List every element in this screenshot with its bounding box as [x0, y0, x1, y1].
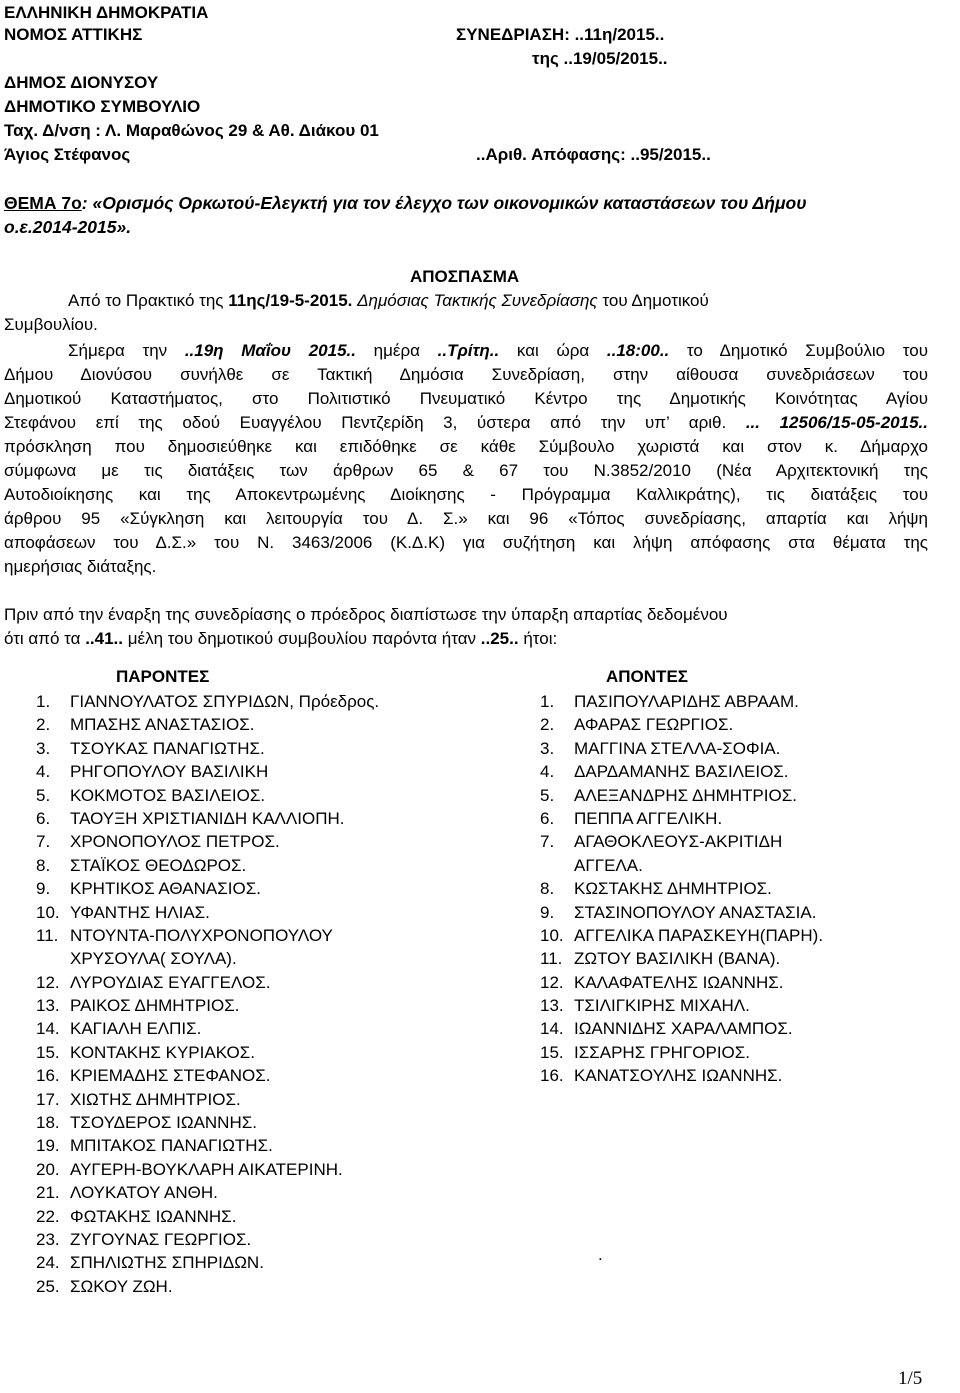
present-title: ΠΑΡΟΝΤΕΣ	[116, 667, 210, 686]
list-item	[36, 1088, 379, 1111]
list-item-number: 7.	[36, 832, 51, 852]
list-item-number: 13.	[36, 996, 60, 1016]
header-republic: ΕΛΛΗΝΙΚΗ ΔΗΜΟΚΡΑΤΙΑ	[4, 3, 209, 22]
quorum-l2-e: ήτοι:	[523, 629, 558, 648]
list-item-name: ΜΑΓΓΙΝΑ ΣΤΕΛΛΑ-ΣΟΦΙΑ.	[574, 738, 781, 758]
list-item-name: ΑΓΓΕΛΑ.	[574, 855, 643, 875]
list-item	[36, 1134, 379, 1157]
excerpt-from-line2: Συμβουλίου.	[4, 315, 98, 334]
list-item-name: ΠΕΠΠΑ ΑΓΓΕΛΙΚΗ.	[574, 808, 723, 828]
list-item	[540, 877, 823, 900]
list-item-name: ΤΣΙΛΙΓΚΙΡΗΣ ΜΙΧΑΗΛ.	[574, 996, 750, 1016]
list-item	[540, 971, 823, 994]
list-item	[36, 690, 379, 713]
header-council: ΔΗΜΟΤΙΚΟ ΣΥΜΒΟΥΛΙΟ	[4, 97, 201, 116]
quorum-present-count: ..25..	[480, 629, 519, 648]
quorum-line2	[4, 628, 557, 650]
list-item	[540, 830, 823, 853]
list-item	[36, 1205, 379, 1228]
body-line6	[4, 460, 928, 482]
list-item	[540, 1041, 823, 1064]
list-item	[36, 924, 379, 947]
list-item-number: 8.	[36, 855, 51, 875]
list-item	[540, 1064, 823, 1087]
list-item	[540, 713, 823, 736]
list-item-name: ΣΩΚΟΥ ΖΩΗ.	[70, 1276, 173, 1296]
list-item-number: 11.	[36, 925, 59, 945]
list-item-name: ΚΑΓΙΑΛΗ ΕΛΠΙΣ.	[70, 1019, 202, 1039]
list-item	[36, 1064, 379, 1087]
list-item-number: 24.	[36, 1253, 60, 1273]
list-item-number: 2.	[36, 715, 51, 735]
list-item	[36, 807, 379, 830]
body-line4	[4, 412, 928, 434]
list-item	[540, 901, 823, 924]
present-list	[36, 690, 379, 1298]
header-municipality: ΔΗΜΟΣ ΔΙΟΝΥΣΟΥ	[4, 73, 159, 92]
list-item-name: ΤΣΟΥΔΕΡΟΣ ΙΩΑΝΝΗΣ.	[70, 1113, 257, 1133]
body-line10: ημερήσιας διάταξης.	[4, 557, 157, 576]
excerpt-from-italic: Δημόσιας Τακτικής Συνεδρίασης	[357, 291, 598, 310]
list-item	[36, 971, 379, 994]
body-time: ..18:00..	[606, 341, 670, 360]
excerpt-from-bold: 11ης/19-5-2015.	[228, 291, 353, 310]
header-address: Ταχ. Δ/νση : Λ. Μαραθώνος 29 & Αθ. Διάκου 01	[4, 121, 379, 140]
list-item	[36, 713, 379, 736]
list-item-number: 17.	[36, 1089, 60, 1109]
list-item	[540, 760, 823, 783]
list-item	[36, 1275, 379, 1298]
list-item-name: ΜΠΙΤΑΚΟΣ ΠΑΝΑΓΙΩΤΗΣ.	[70, 1136, 273, 1156]
list-item	[540, 807, 823, 830]
list-item-name: ΣΤΑΪΚΟΣ ΘΕΟΔΩΡΟΣ.	[70, 855, 247, 875]
list-item-name: ΑΦΑΡΑΣ ΓΕΩΡΓΙΟΣ.	[574, 715, 734, 735]
list-item-name: ΥΦΑΝΤΗΣ ΗΛΙΑΣ.	[70, 902, 210, 922]
list-item	[36, 1228, 379, 1251]
header-session-date: της ..19/05/2015..	[532, 49, 668, 68]
excerpt-from	[68, 290, 709, 312]
list-item-number: 3.	[540, 738, 555, 758]
list-item	[36, 784, 379, 807]
body-line7: Αυτοδιοίκησης και της Αποκεντρωμένης Διοίκησης - Πρόγραμμα Καλλικράτης), τις διατάξεις του	[4, 485, 928, 504]
list-item-name: ΙΣΣΑΡΗΣ ΓΡΗΓΟΡΙΟΣ.	[574, 1042, 751, 1062]
list-item	[36, 760, 379, 783]
list-item-number: 7.	[540, 832, 555, 852]
list-item-number: 11.	[540, 949, 563, 969]
list-item-number: 14.	[36, 1019, 60, 1039]
list-item-number: 15.	[36, 1042, 60, 1062]
list-item-number: 9.	[36, 879, 51, 899]
list-item-number: 25.	[36, 1276, 60, 1296]
header-town: Άγιος Στέφανος	[4, 145, 131, 164]
list-item-name: ΡΑΙΚΟΣ ΔΗΜΗΤΡΙΟΣ.	[70, 996, 240, 1016]
body-day: ..Τρίτη..	[437, 341, 500, 360]
list-item	[540, 947, 823, 970]
list-item-number: 16.	[540, 1066, 564, 1086]
header-session: ΣΥΝΕΔΡΙΑΣΗ: ..11η/2015..	[456, 25, 665, 44]
body-line3: Δημοτικού Καταστήματος, στο Πολιτιστικό Πνευματικό Κέντρο της Δημοτικής Κοινότητας Αγίου	[4, 389, 928, 408]
list-item	[540, 994, 823, 1017]
list-item-number: 3.	[36, 738, 51, 758]
list-item-number: 1.	[36, 692, 51, 711]
subject-line1	[4, 192, 807, 214]
list-item-number: 6.	[540, 808, 555, 828]
list-item-name: ΓΙΑΝΝΟΥΛΑΤΟΣ ΣΠΥΡΙΔΩΝ, Πρόεδρος.	[70, 692, 380, 711]
list-item-name: ΔΑΡΔΑΜΑΝΗΣ ΒΑΣΙΛΕΙΟΣ.	[574, 762, 789, 782]
list-item	[36, 947, 379, 970]
list-item	[36, 1251, 379, 1274]
list-item	[36, 737, 379, 760]
list-item-number: 14.	[540, 1019, 564, 1039]
list-item-name: ΑΛΕΞΑΝΔΡΗΣ ΔΗΜΗΤΡΙΟΣ.	[574, 785, 797, 805]
list-item-name: ΚΑΝΑΤΣΟΥΛΗΣ ΙΩΑΝΝΗΣ.	[574, 1066, 783, 1086]
body-date: ..19η Μαΐου 2015..	[184, 341, 356, 360]
list-item-number: 22.	[36, 1206, 60, 1226]
header-decision-no: ..Αριθ. Απόφασης: ..95/2015..	[476, 145, 711, 164]
list-item-name: ΑΓΑΘΟΚΛΕΟΥΣ-ΑΚΡΙΤΙΔΗ	[574, 832, 783, 852]
list-item-name: ΖΥΓΟΥΝΑΣ ΓΕΩΡΓΙΟΣ.	[70, 1229, 252, 1249]
list-item	[36, 1041, 379, 1064]
list-item-number: 4.	[36, 762, 51, 782]
list-item	[36, 854, 379, 877]
list-item-name: ΝΤΟΥΝΤΑ-ΠΟΛΥΧΡΟΝΟΠΟΥΛΟΥ	[70, 925, 333, 945]
list-item-name: ΚΑΛΑΦΑΤΕΛΗΣ ΙΩΑΝΝΗΣ.	[574, 972, 784, 992]
list-item-name: ΚΡΗΤΙΚΟΣ ΑΘΑΝΑΣΙΟΣ.	[70, 879, 261, 899]
stray-dot: .	[598, 1245, 603, 1264]
list-item-name: ΚΩΣΤΑΚΗΣ ΔΗΜΗΤΡΙΟΣ.	[574, 879, 772, 899]
list-item	[36, 877, 379, 900]
list-item-name: ΦΩΤΑΚΗΣ ΙΩΑΝΝΗΣ.	[70, 1206, 237, 1226]
excerpt-from-tail: του Δημοτικού	[602, 291, 709, 310]
list-item-number: 23.	[36, 1229, 60, 1249]
list-item	[540, 690, 823, 713]
list-item	[36, 1017, 379, 1040]
subject-prefix: ΘΕΜΑ 7ο	[4, 193, 82, 213]
list-item-name: ΑΥΓΕΡΗ-ΒΟΥΚΛΑΡΗ ΑΙΚΑΤΕΡΙΝΗ.	[70, 1159, 343, 1179]
list-item	[540, 737, 823, 760]
list-item-number: 5.	[36, 785, 51, 805]
list-item	[36, 1111, 379, 1134]
list-item-name: ΧΡΟΝΟΠΟΥΛΟΣ ΠΕΤΡΟΣ.	[70, 832, 280, 852]
list-item	[540, 854, 823, 877]
list-item-number: 2.	[540, 715, 555, 735]
list-item-number: 10.	[540, 925, 564, 945]
list-item-number: 20.	[36, 1159, 60, 1179]
list-item-name: ΚΡΙΕΜΑΔΗΣ ΣΤΕΦΑΝΟΣ.	[70, 1066, 271, 1086]
list-item-name: ΠΑΣΙΠΟΥΛΑΡΙΔΗΣ ΑΒΡΑΑΜ.	[574, 692, 799, 711]
list-item-name: ΖΩΤΟΥ ΒΑΣΙΛΙΚΗ (ΒΑΝΑ).	[574, 949, 781, 969]
body-l1-a: Σήμερα την	[68, 341, 168, 360]
list-item	[36, 1158, 379, 1181]
list-item-name: ΚΟΝΤΑΚΗΣ ΚΥΡΙΑΚΟΣ.	[70, 1042, 255, 1062]
body-line8: άρθρου 95 «Σύγκληση και λειτουργία του Δ. Σ.» και 96 «Τόπος συνεδρίασης, απαρτία και λήψη	[4, 509, 928, 528]
list-item-number: 16.	[36, 1066, 60, 1086]
list-item-number: 10.	[36, 902, 60, 922]
list-item-number: 13.	[540, 996, 564, 1016]
header-prefecture: ΝΟΜΟΣ ΑΤΤΙΚΗΣ	[4, 25, 143, 44]
body-l4-a: Στεφάνου επί της οδού Ευαγγέλου Πεντζερίδη 3, ύστερα από την υπ’ αριθ.	[4, 413, 727, 432]
list-item	[36, 830, 379, 853]
list-item-name: ΑΓΓΕΛΙΚΑ ΠΑΡΑΣΚΕΥΗ(ΠΑΡΗ).	[574, 925, 824, 945]
absent-title: ΑΠΟΝΤΕΣ	[606, 667, 688, 686]
list-item-number: 1.	[540, 692, 555, 711]
list-item-name: ΣΤΑΣΙΝΟΠΟΥΛΟΥ ΑΝΑΣΤΑΣΙΑ.	[574, 902, 817, 922]
list-item-number: 12.	[540, 972, 564, 992]
body-l6-b: 3852/2010 (Νέα Αρχιτεκτονική της	[610, 461, 928, 480]
body-line1	[68, 340, 928, 362]
list-item-number: 5.	[540, 785, 555, 805]
subject-line2: ο.ε.2014-2015».	[4, 217, 132, 237]
list-item-number: 4.	[540, 762, 555, 782]
list-item-name: ΣΠΗΛΙΩΤΗΣ ΣΠΗΡΙΔΩΝ.	[70, 1253, 264, 1273]
list-item	[540, 784, 823, 807]
list-item-name: ΤΑΟΥΞΗ ΧΡΙΣΤΙΑΝΙΔΗ ΚΑΛΛΙΟΠΗ.	[70, 808, 345, 828]
list-item-name: ΤΣΟΥΚΑΣ ΠΑΝΑΓΙΩΤΗΣ.	[70, 738, 265, 758]
quorum-line1: Πριν από την έναρξη της συνεδρίασης ο πρόεδρος διαπίστωσε την ύπαρξη απαρτίας δεδομένου	[4, 605, 728, 624]
body-invitation-no: ... 12506/15-05-2015..	[745, 413, 928, 432]
list-item-name: ΚΟΚΜΟΤΟΣ ΒΑΣΙΛΕΙΟΣ.	[70, 785, 266, 805]
list-item-name: ΛΟΥΚΑΤΟΥ ΑΝΘΗ.	[70, 1183, 218, 1203]
list-item-name: ΧΡΥΣΟΥΛΑ( ΣΟΥΛΑ).	[70, 949, 237, 969]
quorum-l2-a: ότι από τα	[4, 629, 81, 648]
list-item-name: ΡΗΓΟΠΟΥΛΟΥ ΒΑΣΙΛΙΚΗ	[70, 762, 269, 782]
body-line5: πρόσκληση που δημοσιεύθηκε και επιδόθηκε σε κάθε Σύμβουλο χωριστά και στον κ. Δήμαρχο	[4, 437, 928, 456]
list-item-number: 15.	[540, 1042, 564, 1062]
absent-list	[540, 690, 823, 1088]
body-l6-a: σύμφωνα με τις διατάξεις των άρθρων 65 & 67 του Ν.	[4, 461, 611, 480]
list-item-number: 12.	[36, 972, 60, 992]
list-item-number: 18.	[36, 1113, 60, 1133]
excerpt-from-text: Από το Πρακτικό της	[68, 291, 224, 310]
list-item-number: 6.	[36, 808, 51, 828]
list-item	[36, 994, 379, 1017]
body-l1-e: και ώρα	[516, 341, 590, 360]
page-number: 1/5	[898, 1368, 923, 1389]
excerpt-title: ΑΠΟΣΠΑΣΜΑ	[410, 267, 520, 286]
body-l1-g: το Δημοτικό Συμβούλιο του	[686, 341, 928, 360]
list-item-name: ΜΠΑΣΗΣ ΑΝΑΣΤΑΣΙΟΣ.	[70, 715, 255, 735]
list-item	[36, 901, 379, 924]
list-item	[36, 1181, 379, 1204]
list-item-number: 21.	[36, 1183, 60, 1203]
list-item-number: 8.	[540, 879, 555, 899]
quorum-total: ..41..	[85, 629, 124, 648]
list-item	[540, 924, 823, 947]
quorum-l2-c: μέλη του δημοτικού συμβουλίου παρόντα ήταν	[127, 629, 477, 648]
list-item-number: 19.	[36, 1136, 60, 1156]
body-l1-c: ημέρα	[373, 341, 420, 360]
list-item-name: ΧΙΩΤΗΣ ΔΗΜΗΤΡΙΟΣ.	[70, 1089, 241, 1109]
list-item-name: ΛΥΡΟΥΔΙΑΣ ΕΥΑΓΓΕΛΟΣ.	[70, 972, 271, 992]
list-item-number: 9.	[540, 902, 555, 922]
list-item	[540, 1017, 823, 1040]
subject-text: : «Ορισμός Ορκωτού-Ελεγκτή για τον έλεγχο των οικονομικών καταστάσεων του Δήμου	[81, 193, 807, 213]
body-line9: αποφάσεων του Δ.Σ.» του Ν. 3463/2006 (Κ.Δ.Κ) για συζήτηση και λήψη απόφασης στα θέματα της	[4, 533, 928, 552]
list-item-name: ΙΩΑΝΝΙΔΗΣ ΧΑΡΑΛΑΜΠΟΣ.	[574, 1019, 793, 1039]
body-line2: Δήμου Διονύσου συνήλθε σε Τακτική Δημόσια Συνεδρίαση, στην αίθουσα συνεδριάσεων του	[4, 365, 928, 384]
